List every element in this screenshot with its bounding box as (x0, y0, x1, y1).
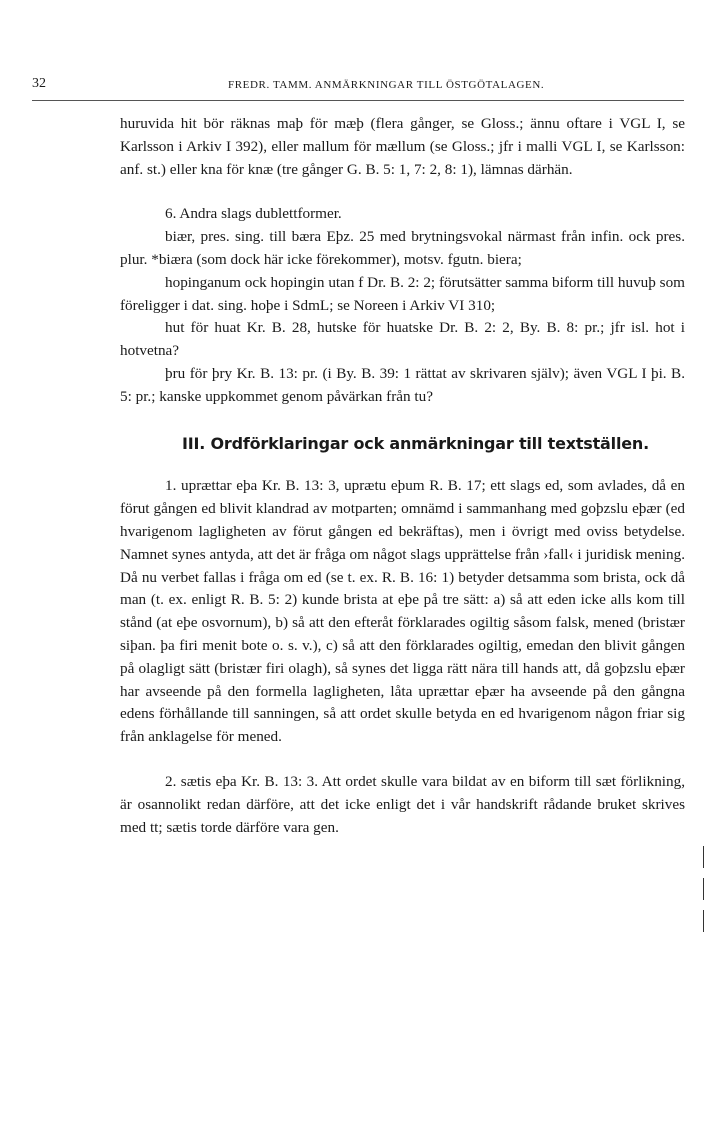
note-1: 1. uprættar eþa Kr. B. 13: 3, uprætu eþum R. B. 17; ett slags ed, som avlades, då en förut gången ed blivit klandrad av motparten; omnämd i sammanhang med goþzslu eþær (ed hvarigenom lagligheten av förut gången ed bekräftas), men i övrigt med oviss betydelse. Namnet synes antyda, att det är fråga om något slags upprättelse från ›fall‹ i juridisk mening. Då nu verbet fallas i fråga om ed (se t. ex. R. B. 16: 1) betyder detsamma som brista, ock då man (t. ex. enligt R. B. 5: 2) kunde brista at eþe på tre sätt: a) så att eden icke alls kom till stånd (at eþe osvornum), b) så att den efteråt förklarades ogiltig såsom falsk, mened (bristær siþan. þa firi menit bote o. s. v.), c) så att den förklarades ogiltig, emedan den blivit gången på olagligt sätt (bristær firi olagh), så synes det ligga rätt nära till hands att, då goþzslu eþær har avseende på den formella lagligheten, låta uprættar eþær ha avseende på den gångna edens förhållande till sanningen, så att ordet skulle betyda en ed hvarigenom någon friar sig från anklagelse för mened. (120, 477, 685, 746)
margin-mark (703, 846, 704, 868)
entry-hoping: hopinganum ock hopingin utan f Dr. B. 2: 2; förutsätter samma biform till huvuþ som föreligger i dat. sing. hoþe i SdmL; se Noreen i Arkiv VI 310; (120, 273, 685, 314)
note-2: 2. sætis eþa Kr. B. 13: 3. Att ordet skulle vara bildat av en biform till sæt förlikning, är osannolikt redan därföre, att det icke enligt det i vår handskrift rådande bruket skrives med tt; sætis torde därföre vara gen. (120, 772, 685, 836)
entry-hut: hut för huat Kr. B. 28, hutske för huatske Dr. B. 2: 2, By. B. 8: pr.; jfr isl. hot i hotvetna? (120, 319, 685, 360)
running-title: FREDR. TAMM. ANMÄRKNINGAR TILL ÖSTGÖTALAGEN. (228, 79, 545, 91)
page-body (120, 113, 685, 839)
margin-mark (703, 910, 704, 932)
page-header (32, 76, 682, 96)
header-rule (32, 100, 684, 101)
entry-thru: þru för þry Kr. B. 13: pr. (i By. B. 39: 1 rättat av skrivaren själv); även VGL I þi. B. 5: pr.; kanske uppkommet genom påvärkan från tu? (120, 364, 685, 405)
margin-mark (703, 878, 704, 900)
section-heading: III. Ordförklaringar ock anmärkningar till textställen. (182, 433, 649, 453)
entry-bier: biær, pres. sing. till bæra Eþz. 25 med brytningsvokal närmast från infin. ock pres. plur. *biæra (som dock här icke förekommer), motsv. fgutn. biera; (120, 228, 685, 268)
section-6-title: 6. Andra slags dublettformer. (165, 205, 342, 223)
paragraph-intro: huruvida hit bör räknas maþ för mæþ (flera gånger, se Gloss.; ännu oftare i VGL I, se Karlsson i Arkiv I 392), eller mallum för mællum (se Gloss.; jfr i malli VGL I, se Karlsson: anf. st.) eller kna för knæ (tre gånger G. B. 5: 1, 7: 2, 8: 1), lämnas därhän. (120, 115, 685, 178)
page-number: 32 (32, 76, 46, 91)
